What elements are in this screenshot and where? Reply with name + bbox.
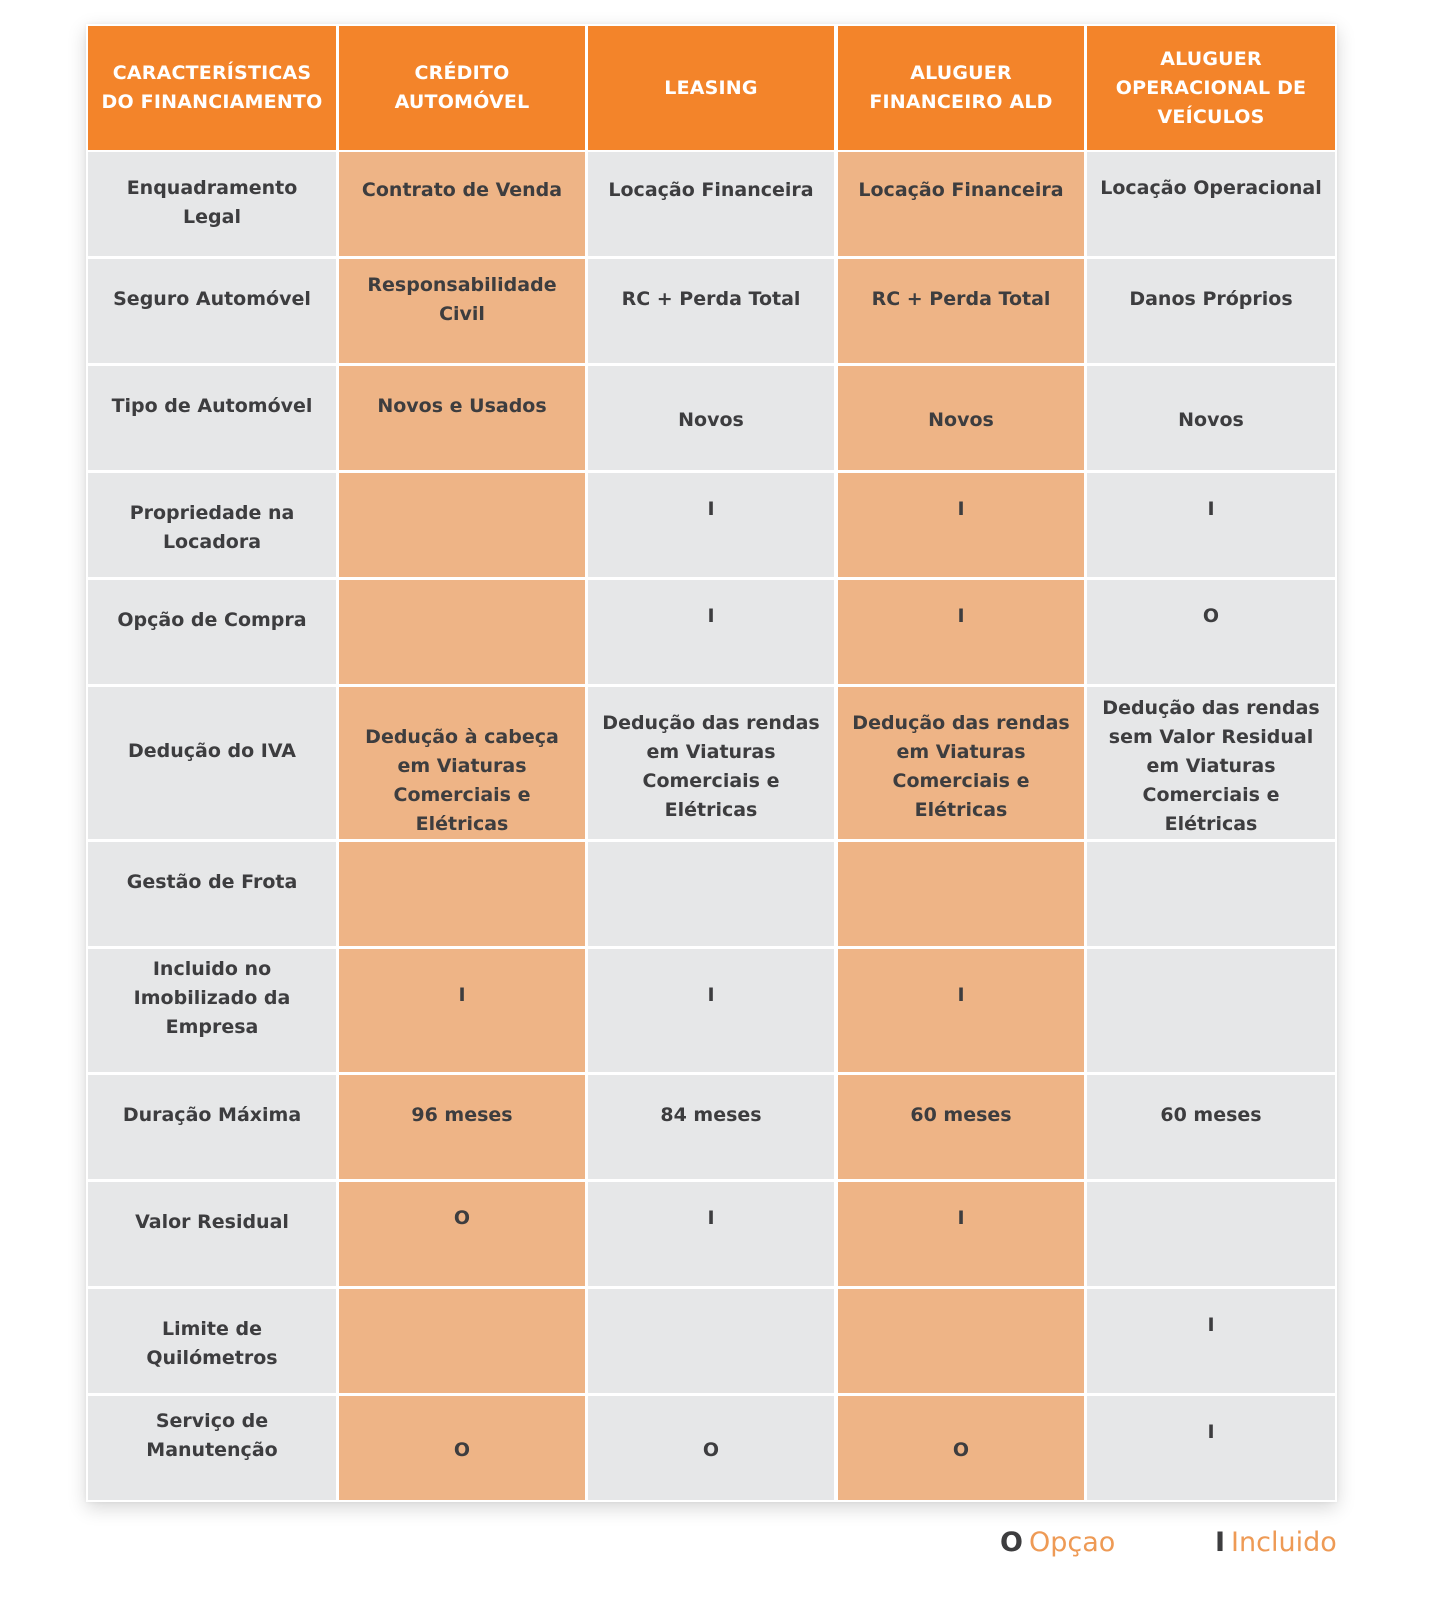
table-cell-text: O: [453, 1207, 471, 1229]
table-cell: [1087, 949, 1335, 1072]
table-cell-text: Locação Operacional: [1100, 177, 1322, 199]
table-cell-text: I: [957, 984, 965, 1006]
table-cell: [1087, 259, 1335, 363]
row-label: [88, 1075, 336, 1179]
table-cell: [339, 152, 585, 256]
option-symbol: O: [1000, 1527, 1023, 1558]
table-cell: [1087, 1289, 1335, 1393]
table-cell: [588, 1289, 834, 1393]
table-cell: [588, 1396, 834, 1500]
table-cell-text: I: [957, 1207, 965, 1229]
table-cell-text: Danos Próprios: [1129, 288, 1293, 310]
table-cell: [588, 949, 834, 1072]
table-cell: [1087, 842, 1335, 946]
table-cell-text: 84 meses: [660, 1104, 762, 1126]
header-cell-3-text: ALUGUER FINANCEIRO ALD: [869, 62, 1053, 113]
table-cell-text: RC + Perda Total: [871, 288, 1051, 310]
table-cell-text: 60 meses: [1160, 1104, 1262, 1126]
table-cell: [588, 1182, 834, 1286]
table-cell: [339, 580, 585, 684]
table-cell-text: 96 meses: [411, 1104, 513, 1126]
table-cell-text: O: [453, 1439, 471, 1461]
table-cell-text: I: [1207, 1421, 1215, 1443]
row-label-text: Incluido no Imobilizado da Empresa: [133, 958, 291, 1038]
table-cell-text: Dedução à cabeça em Viaturas Comerciais e Elétricas: [365, 726, 559, 835]
table-cell: [339, 1289, 585, 1393]
table-cell-text: Contrato de Venda: [361, 179, 563, 201]
header-cell-3: [838, 26, 1084, 150]
table-cell: [838, 473, 1084, 577]
table-cell: [588, 580, 834, 684]
table-cell-text: Dedução das rendas em Viaturas Comerciais e Elétricas: [602, 712, 820, 821]
table-cell-text: I: [707, 498, 715, 520]
table-cell-text: Novos: [678, 409, 744, 431]
table-cell: [588, 366, 834, 470]
table-cell: [588, 473, 834, 577]
table-cell-text: I: [1207, 1314, 1215, 1336]
table-cell: [339, 949, 585, 1072]
table-cell-text: Novos: [1178, 409, 1244, 431]
comparison-table: [86, 24, 1337, 1502]
row-label: [88, 687, 336, 839]
header-cell-2: [588, 26, 834, 150]
table-cell: [339, 259, 585, 363]
table-cell: [838, 1075, 1084, 1179]
table-cell: [588, 259, 834, 363]
row-label-text: Tipo de Automóvel: [111, 395, 313, 417]
row-label-text: Seguro Automóvel: [113, 288, 311, 310]
table-cell-text: I: [957, 498, 965, 520]
table-cell-text: Novos e Usados: [377, 395, 547, 417]
table-cell-text: O: [702, 1439, 720, 1461]
header-cell-1: [339, 26, 585, 150]
table-cell-text: I: [1207, 498, 1215, 520]
table-cell-text: Locação Financeira: [608, 179, 814, 201]
table-cell: [1087, 1182, 1335, 1286]
row-label: [88, 473, 336, 577]
table-cell: [339, 687, 585, 839]
row-label-text: Serviço de Manutenção: [146, 1410, 278, 1461]
table-cell-text: Dedução das rendas sem Valor Residual em Viaturas Comerciais e Elétricas: [1102, 697, 1320, 835]
table-cell: [838, 949, 1084, 1072]
header-cell-0-text: CARACTERÍSTICAS DO FINANCIAMENTO: [101, 62, 323, 113]
row-label: [88, 152, 336, 256]
table-cell: [838, 580, 1084, 684]
table-cell: [838, 687, 1084, 839]
table-cell-text: I: [707, 605, 715, 627]
row-label: [88, 949, 336, 1072]
table-cell-text: I: [458, 984, 466, 1006]
row-label: [88, 1289, 336, 1393]
table-cell: [838, 842, 1084, 946]
included-label: Incluido: [1231, 1527, 1337, 1558]
table-cell-text: O: [1202, 605, 1220, 627]
row-label-text: Limite de Quilómetros: [146, 1318, 278, 1369]
header-cell-4-text: ALUGUER OPERACIONAL DE VEÍCULOS: [1115, 47, 1307, 128]
table-cell: [339, 842, 585, 946]
row-label: [88, 259, 336, 363]
table-cell: [339, 1396, 585, 1500]
row-label-text: Enquadramento Legal: [126, 177, 298, 228]
header-cell-4: [1087, 26, 1335, 150]
table-cell-text: 60 meses: [910, 1104, 1012, 1126]
row-label: [88, 1182, 336, 1286]
row-label: [88, 842, 336, 946]
table-cell-text: RC + Perda Total: [621, 288, 801, 310]
table-cell: [588, 152, 834, 256]
table-cell: [1087, 1075, 1335, 1179]
table-cell: [588, 842, 834, 946]
table-cell: [1087, 580, 1335, 684]
included-symbol: I: [1215, 1527, 1226, 1558]
table-cell: [1087, 366, 1335, 470]
row-label: [88, 580, 336, 684]
table-cell: [1087, 687, 1335, 839]
table-cell-text: I: [957, 605, 965, 627]
table-cell-text: I: [707, 984, 715, 1006]
table-cell: [1087, 1396, 1335, 1500]
option-label: Opçao: [1028, 1527, 1116, 1558]
table-cell: [838, 259, 1084, 363]
table-cell-text: Novos: [928, 409, 994, 431]
table-cell: [838, 152, 1084, 256]
row-label-text: Propriedade na Locadora: [129, 502, 295, 553]
row-label-text: Valor Residual: [135, 1211, 289, 1233]
table-cell-text: Dedução das rendas em Viaturas Comerciais e Elétricas: [852, 712, 1070, 821]
row-label-text: Dedução do IVA: [128, 740, 296, 762]
table-cell: [339, 473, 585, 577]
row-label: [88, 366, 336, 470]
table-cell-text: Locação Financeira: [858, 179, 1064, 201]
header-cell-2-text: LEASING: [664, 76, 758, 99]
row-label-text: Gestão de Frota: [126, 871, 298, 893]
legend-option: [1000, 1526, 1115, 1560]
table-cell: [838, 1396, 1084, 1500]
header-cell-0: [88, 26, 336, 150]
table-cell-text: O: [952, 1439, 970, 1461]
table-cell: [339, 1075, 585, 1179]
table-cell: [838, 366, 1084, 470]
table-cell: [339, 1182, 585, 1286]
table-cell-text: Responsabilidade Civil: [367, 274, 557, 325]
row-label-text: Duração Máxima: [122, 1104, 302, 1126]
header-cell-1-text: CRÉDITO AUTOMÓVEL: [394, 62, 530, 113]
row-label: [88, 1396, 336, 1500]
table-cell: [588, 1075, 834, 1179]
legend-included: [1215, 1526, 1337, 1560]
table-cell: [339, 366, 585, 470]
table-cell: [838, 1182, 1084, 1286]
table-cell: [1087, 152, 1335, 256]
table-cell: [838, 1289, 1084, 1393]
table-cell: [588, 687, 834, 839]
table-cell: [1087, 473, 1335, 577]
row-label-text: Opção de Compra: [117, 609, 307, 631]
table-cell-text: I: [707, 1207, 715, 1229]
